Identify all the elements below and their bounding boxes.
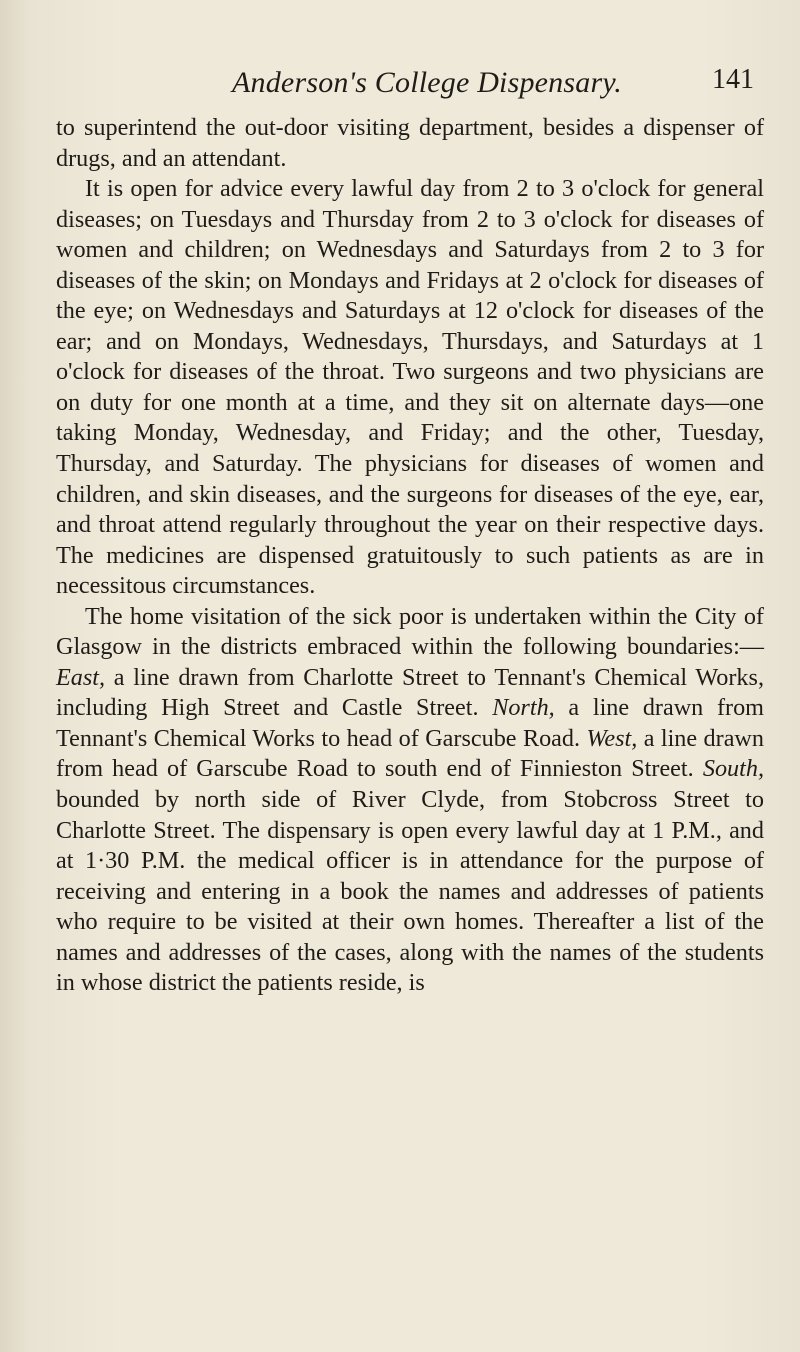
text-segment: The home visitation of the sick poor is undertaken within the City of Glasgow in the districts embraced within the following boundaries:—: [56, 602, 764, 661]
body-text: [56, 113, 764, 999]
boundary-west-label: West,: [586, 724, 638, 752]
boundary-south-label: South,: [702, 755, 764, 783]
text-segment: bounded by north side of River Clyde, from Stobcross Street to Charlotte Street. The dispensary is open every lawful day at 1 P.M., and at 1·30 P.M. the medical officer is in attendance for the purpose of receiving and entering in a book the names and addresses of patients who require to be visited at their own homes. Thereafter a list of the names and addresses of the cases, along with the names of the students in whose district the patients reside, is: [56, 786, 764, 997]
page-header: [0, 62, 800, 102]
paragraph-home-visitation: [56, 602, 764, 999]
paragraph-hours: [56, 174, 764, 602]
boundary-east-label: East,: [56, 663, 106, 691]
boundary-north-label: North,: [492, 694, 555, 722]
text-segment: to superintend the out-door visiting department, besides a dispenser of drugs, and an attendant.: [56, 114, 764, 172]
paragraph-continuation: [56, 113, 764, 174]
text-segment: It is open for advice every lawful day from 2 to 3 o'clock for general diseases; on Tuesdays and Thursday from 2 to 3 o'clock for diseases of women and children; on Wednesdays and Saturdays from 2 to 3 for diseases of the skin; on Mondays and Fridays at 2 o'clock for diseases of the eye; on Wednesdays and Saturdays at 12 o'clock for diseases of the ear; and on Mondays, Wednesdays, Thursdays, and Saturdays at 1 o'clock for diseases of the throat. Two surgeons and two physicians are on duty for one month at a time, and they sit on alternate days—one taking Monday, Wednesday, and Friday; and the other, Tuesday, Thursday, and Saturday. The physicians for diseases of women and children, and skin diseases, and the surgeons for diseases of the eye, ear, and throat attend regularly throughout the year on their respective days. The medicines are dispensed gratuitously to such patients as are in necessitous circumstances.: [56, 175, 764, 600]
page-number: 141: [712, 64, 754, 95]
text-segment: a line drawn from Charlotte Street to Tennant's Chemical Works, including High Street and Castle Street.: [56, 663, 764, 722]
running-title: Anderson's College Dispensary.: [232, 66, 622, 99]
text-segment: a line drawn from head of Garscube Road to south end of Finnieston Street.: [56, 724, 764, 783]
text-segment: a line drawn from Tennant's Chemical Works to head of Garscube Road.: [56, 694, 764, 752]
